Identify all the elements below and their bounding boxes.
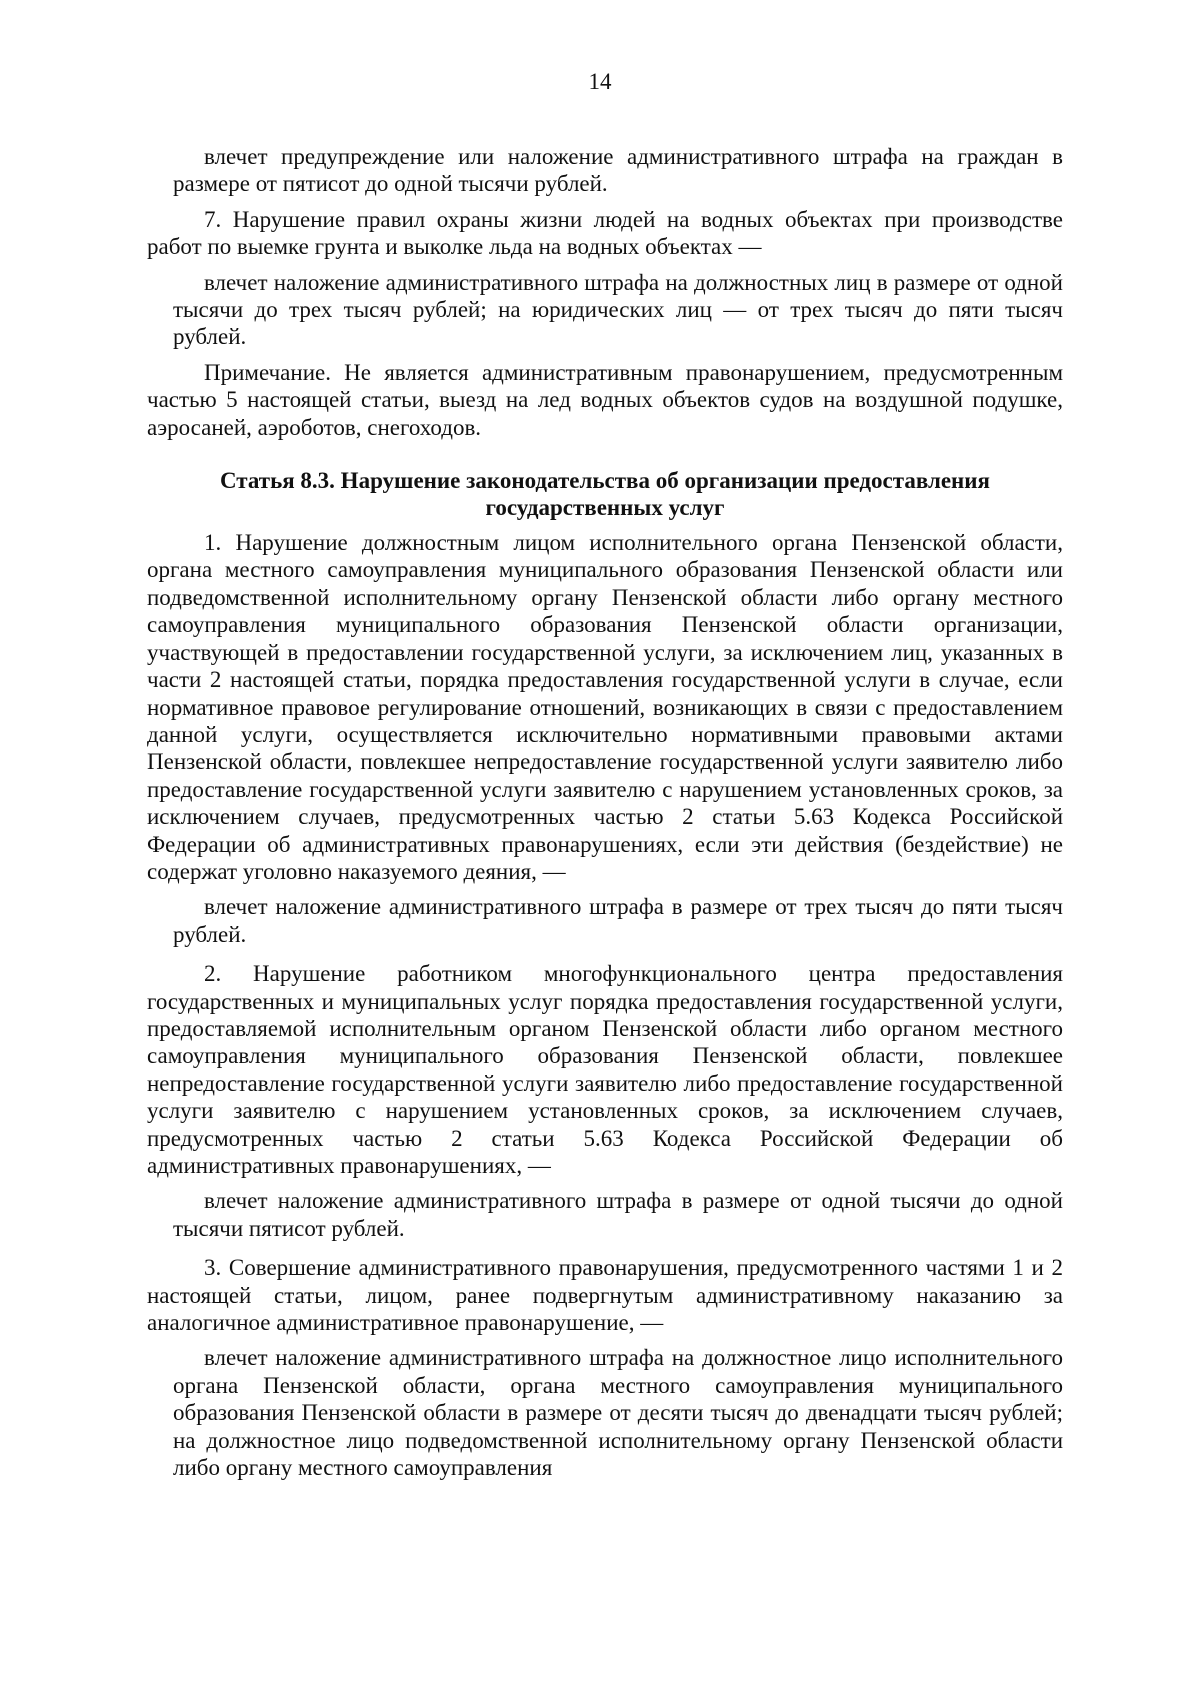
paragraph-sanction-part6: влечет предупреждение или наложение административного штрафа на граждан в размере от пятисот до одной тысячи рублей. — [173, 144, 1063, 197]
paragraph-sanction-part1: влечет наложение административного штрафа в размере от трех тысяч до пяти тысяч рублей. — [173, 894, 1063, 947]
paragraph-part7: 7. Нарушение правил охраны жизни людей на водных объектах при производстве работ по выемке грунта и выколке льда на водных объектах — — [147, 206, 1063, 260]
paragraph-part3: 3. Совершение административного правонарушения, предусмотренного частями 1 и 2 настоящей статьи, лицом, ранее подвергнутым административному наказанию за аналогичное административное правонарушение, — — [147, 1255, 1063, 1336]
page-number: 14 — [588, 69, 612, 94]
paragraph-sanction-part7: влечет наложение административного штрафа на должностных лиц в размере от одной тысячи до трех тысяч рублей; на юридических лиц — от трех тысяч до пяти тысяч рублей. — [173, 269, 1063, 350]
article-heading: Статья 8.3. Нарушение законодательства об организации предоставления государственных услуг — [219, 468, 991, 521]
paragraph-note: Примечание. Не является административным правонарушением, предусмотренным частью 5 настоящей статьи, выезд на лед водных объектов судов на воздушной подушке, аэросаней, аэроботов, снегоходов. — [147, 359, 1063, 440]
document-body — [147, 143, 1063, 1481]
paragraph-sanction-part2: влечет наложение административного штрафа в размере от одной тысячи до одной тысячи пятисот рублей. — [173, 1188, 1063, 1241]
paragraph-part1: 1. Нарушение должностным лицом исполнительного органа Пензенской области, органа местного самоуправления муниципального образования Пензенской области или подведомственной исполнительному органу Пензенской области либо органу местного самоуправления муниципального образования Пензенской области организации, участвующей в предоставлении государственной услуги, за исключением лиц, указанных в части 2 настоящей статьи, порядка предоставления государственной услуги в случае, если нормативное правовое регулирование отношений, возникающих в связи с предоставлением данной услуги, осуществляется исключительно нормативными правовыми актами Пензенской области, повлекшее непредоставление государственной услуги заявителю либо предоставление государственной услуги заявителю с нарушением установленных сроков, за исключением случаев, предусмотренных частью 2 статьи 5.63 Кодекса Российской Федерации об административных правонарушениях, если эти действия (бездействие) не содержат уголовно наказуемого деяния, — — [147, 530, 1063, 884]
paragraph-sanction-part3: влечет наложение административного штрафа на должностное лицо исполнительного органа Пензенской области, органа местного самоуправления муниципального образования Пензенской области в размере от десяти тысяч до двенадцати тысяч рублей; на должностное лицо подведомственной исполнительному органу Пензенской области либо органу местного самоуправления — [173, 1345, 1063, 1481]
paragraph-part2: 2. Нарушение работником многофункционального центра предоставления государственных и муниципальных услуг порядка предоставления государственной услуги, предоставляемой исполнительным органом Пензенской области либо органом местного самоуправления муниципального образования Пензенской области, повлекшее непредоставление государственной услуги заявителю либо предоставление государственной услуги заявителю с нарушением установленных сроков, за исключением случаев, предусмотренных частью 2 статьи 5.63 Кодекса Российской Федерации об административных правонарушениях, — — [147, 961, 1063, 1178]
